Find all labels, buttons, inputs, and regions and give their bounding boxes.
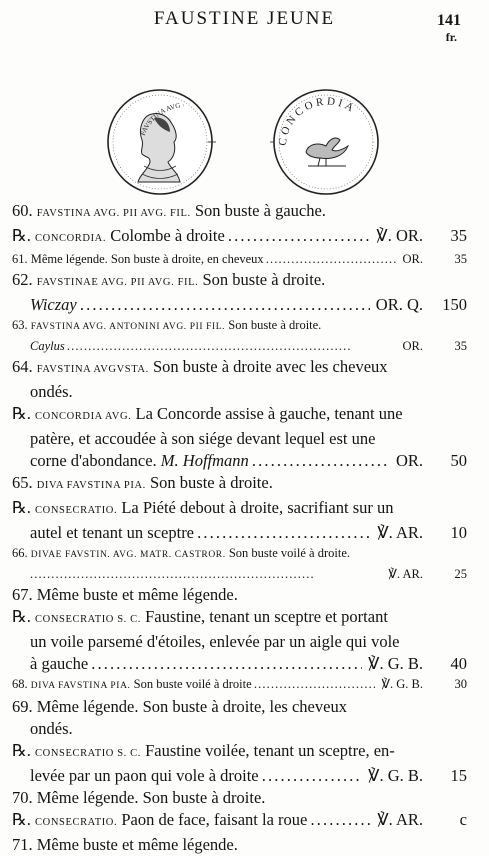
entry-text — [12, 201, 326, 220]
metal: ℣. G. B. — [368, 766, 423, 785]
coin-legend: DIVA FAVSTINA PIA. — [30, 681, 131, 691]
page-title: FAUSTINE JEUNE — [153, 8, 336, 29]
description: autel et tenant un sceptre — [30, 523, 195, 542]
price: 35 — [454, 252, 467, 266]
coin-legend: DIVA FAVSTINA PIA. — [36, 480, 146, 491]
entry-number: 71. — [12, 835, 37, 854]
metal: OR. — [402, 339, 423, 353]
price: 10 — [450, 523, 467, 542]
entry-number: 61. — [12, 252, 31, 266]
entry-number: 62. — [12, 270, 37, 289]
catalogue-line — [12, 606, 467, 631]
entry-number: 64. — [12, 357, 37, 376]
catalogue-entries — [12, 200, 467, 856]
price: 150 — [442, 295, 467, 314]
reverse-coin-illustration — [270, 86, 382, 198]
entry-number: 65. — [12, 473, 37, 492]
entry-text — [12, 404, 403, 423]
description: corne d'abondance. — [30, 451, 161, 470]
catalogue-line — [12, 834, 467, 856]
catalogue-line — [12, 787, 467, 809]
metal-and-price — [371, 809, 467, 831]
price: 35 — [454, 339, 467, 353]
coin-legend: CONCORDIA AVG. — [35, 411, 132, 422]
catalogue-line — [12, 675, 467, 696]
coin-legend: FAVSTINA AVG. PII AVG. FIL. — [36, 208, 191, 219]
catalogue-line — [12, 428, 467, 450]
entry-text — [30, 382, 73, 401]
description: Son buste à droite. — [198, 270, 326, 289]
catalogue-line — [12, 200, 467, 225]
metal: OR. — [395, 451, 423, 470]
price: 50 — [450, 451, 467, 470]
entry-number: ℞. — [12, 810, 36, 829]
catalogue-line — [12, 653, 467, 675]
entry-number: ℞. — [12, 226, 36, 245]
entry-text — [12, 473, 273, 492]
description: Colombe à droite — [106, 226, 225, 245]
entry-number: ℞. — [12, 741, 36, 760]
catalogue-line — [12, 718, 467, 740]
description: ondés. — [30, 719, 73, 738]
entry-number: ℞. — [12, 607, 36, 626]
catalogue-line — [12, 269, 467, 294]
description: Son buste à droite avec les cheveux — [148, 357, 388, 376]
metal: ℣. G. B. — [368, 654, 423, 673]
entry-text — [12, 546, 350, 560]
description: à gauche — [30, 654, 89, 673]
entry-text — [12, 697, 347, 716]
catalogue-line — [12, 809, 467, 834]
catalogue-line — [12, 250, 467, 269]
description: Son buste à gauche. — [190, 201, 326, 220]
metal-and-price — [397, 250, 468, 269]
catalogue-line — [12, 740, 467, 765]
coin-legend: FAVSTINA AVG. ANTONINI AVG. PII FIL. — [30, 322, 226, 332]
catalogue-line — [12, 472, 467, 497]
coin-legend: FAVSTINA AVGVSTA. — [36, 364, 149, 375]
catalogue-line — [12, 584, 467, 606]
description: Son buste voilé à droite. — [225, 546, 350, 560]
price: c — [459, 810, 467, 829]
metal-and-price — [375, 675, 467, 694]
catalogue-line — [12, 316, 467, 337]
metal-and-price — [370, 225, 467, 247]
coin-legend: CONSECRATIO S. C. — [35, 614, 141, 625]
description: Même buste et même légende. — [36, 585, 238, 604]
collection-name: M. Hoffmann — [160, 451, 249, 470]
price: 35 — [450, 226, 467, 245]
entry-text — [12, 585, 238, 604]
metal-and-price — [362, 653, 467, 675]
coin-legend: CONSECRATIO. — [35, 817, 118, 828]
price: 40 — [450, 654, 467, 673]
entry-number: 67. — [12, 585, 37, 604]
price: 15 — [450, 766, 467, 785]
price: 25 — [454, 567, 467, 581]
entry-number: 66. — [12, 546, 31, 560]
metal-and-price — [370, 294, 467, 316]
description: Paon de face, faisant la roue — [117, 810, 308, 829]
description: La Concorde assise à gauche, tenant une — [131, 404, 403, 423]
entry-text — [12, 741, 395, 760]
obverse-coin-illustration — [104, 86, 216, 198]
description: Son buste à droite. — [145, 473, 273, 492]
description: levée par un paon qui vole à droite — [30, 766, 259, 785]
catalogue-line — [12, 631, 467, 653]
description: Caylus — [30, 339, 65, 353]
entry-number: 69. — [12, 697, 37, 716]
catalogue-line — [12, 225, 467, 250]
entry-number: 63. — [12, 318, 31, 332]
catalogue-line — [12, 565, 467, 584]
catalogue-line — [12, 497, 467, 522]
entry-text — [12, 607, 388, 626]
reverse-legend: CONCORDIA — [276, 95, 359, 147]
coin-legend: CONSECRATIO S. C. — [35, 748, 141, 759]
entry-number: ℞. — [12, 498, 36, 517]
catalogue-line — [12, 403, 467, 428]
catalogue-line — [12, 450, 467, 472]
description: La Piété debout à droite, sacrifiant sur un — [117, 498, 394, 517]
metal-and-price — [382, 565, 467, 584]
catalogue-line — [12, 544, 467, 565]
metal-and-price — [390, 450, 467, 472]
metal: OR. — [402, 252, 423, 266]
metal: ℣. AR. — [377, 810, 423, 829]
entry-text — [12, 835, 238, 854]
description: ondés. — [30, 382, 73, 401]
catalogue-line — [12, 356, 467, 381]
entry-number: 60. — [12, 201, 37, 220]
entry-text — [12, 498, 394, 517]
entry-text — [30, 339, 349, 353]
catalogue-line — [12, 337, 467, 356]
description: Même buste et même légende. — [36, 835, 238, 854]
catalogue-line — [12, 522, 467, 544]
obverse-legend: FAVSTINA AVG · — [138, 101, 185, 137]
catalogue-line — [12, 765, 467, 787]
currency-mark: fr. — [445, 30, 457, 44]
metal: ℣. AR. — [388, 567, 423, 581]
description: Même légende. Son buste à droite. — [36, 788, 266, 807]
entry-text — [30, 632, 400, 651]
entry-text — [30, 567, 313, 581]
entry-text — [12, 270, 325, 289]
description: Son buste à droite. — [225, 318, 322, 332]
entry-number: 70. — [12, 788, 37, 807]
metal-and-price — [362, 765, 467, 787]
description: patère, et accoudée à son siége devant lequel est une — [30, 429, 376, 448]
coin-legend: CONSECRATIO. — [35, 505, 118, 516]
entry-number: ℞. — [12, 404, 36, 423]
description: Même légende. Son buste à droite, en cheveux — [30, 252, 264, 266]
coin-legend: CONCORDIA. — [35, 233, 107, 244]
catalogue-line — [12, 294, 467, 316]
coin-legend: FAVSTINAE AVG. PII AVG. FIL. — [36, 277, 199, 288]
coin-legend: DIVAE FAVSTIN. AVG. MATR. CASTROR. — [30, 550, 226, 560]
metal: ℣. G. B. — [381, 677, 423, 691]
description: un voile parsemé d'étoiles, enlevée par un aigle qui vole — [30, 632, 400, 651]
description: Même légende. Son buste à droite, les cheveux — [36, 697, 347, 716]
entry-text — [12, 788, 265, 807]
entry-text — [30, 429, 375, 448]
entry-text — [12, 357, 388, 376]
metal: ℣. AR. — [377, 523, 423, 542]
price: 30 — [454, 677, 467, 691]
description: Son buste voilé à droite — [130, 677, 252, 691]
metal: OR. Q. — [375, 295, 423, 314]
catalogue-line — [12, 696, 467, 718]
description: Faustine voilée, tenant un sceptre, en- — [140, 741, 395, 760]
catalogue-line — [12, 381, 467, 403]
metal-and-price — [397, 337, 468, 356]
entry-text — [12, 318, 321, 332]
metal-and-price — [371, 522, 467, 544]
description: Faustine, tenant un sceptre et portant — [140, 607, 388, 626]
description: Wiczay — [30, 295, 77, 314]
page-number: 141 — [437, 12, 461, 29]
entry-number: 68. — [12, 677, 31, 691]
entry-text — [30, 719, 73, 738]
metal: ℣. OR. — [376, 226, 423, 245]
